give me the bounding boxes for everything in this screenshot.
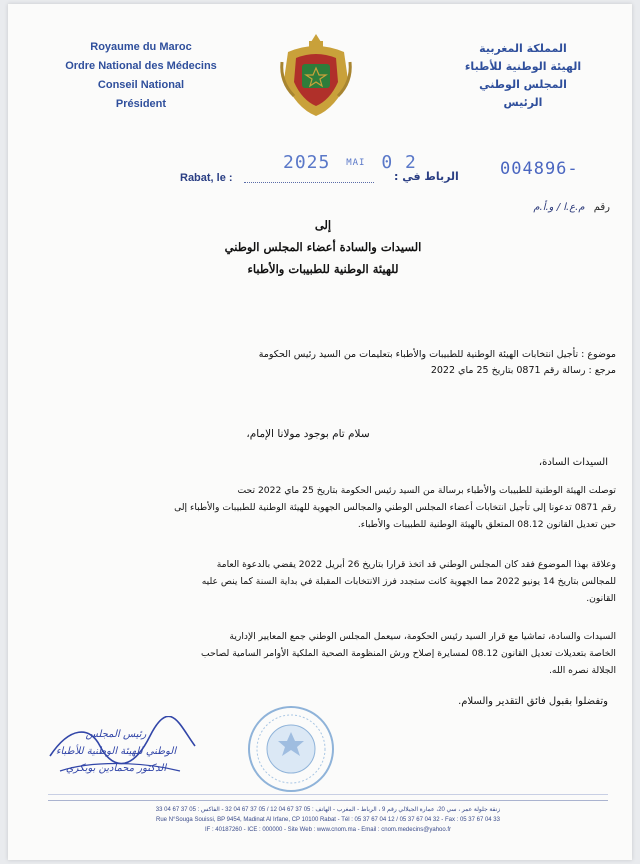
- reference-line: [460, 202, 610, 213]
- letter-page: [8, 4, 632, 860]
- recipient-line1: إلى: [314, 218, 332, 232]
- subject-block: [48, 347, 616, 379]
- header-left-line1: Royaume du Maroc: [90, 41, 192, 53]
- header-left-line2: Ordre National des Médecins: [65, 60, 217, 72]
- reference-label: رقم: [593, 202, 610, 213]
- header-right-line2: الهيئة الوطنية للأطباء: [464, 60, 582, 73]
- greeting: سلام تام بوجود مولانا الإمام،: [246, 428, 370, 440]
- date-stamp-year: 2025: [283, 152, 331, 173]
- header-right-line4: الرئيس: [503, 96, 543, 109]
- paragraph-line: القانون.: [586, 593, 616, 604]
- date-label-fr: Rabat, le :: [180, 172, 233, 184]
- date-label-ar: الرباط في :: [394, 170, 459, 183]
- coat-of-arms-logo: [278, 32, 354, 118]
- footer-line2: Rue N°Souga Souissi, BP 9454, Madinat Al Irfane, CP 10100 Rabat - Tél : 05 37 67 04 12 / 05 37 67 04 32 - Fax : 05 37 67 04 33: [156, 817, 500, 823]
- paragraph-line: الخاصة بتعديلات تعديل القانون 08.12 لمسايرة إصلاح ورش المنظومة الصحية الملكية الأوامر السامية لصاحب: [201, 648, 616, 659]
- paragraph-2: [48, 556, 616, 607]
- paragraph-line: الجلالة نصره الله.: [549, 665, 616, 676]
- footer-divider: [48, 794, 608, 795]
- signature-line3: الدكتور محمادين بوبكري: [65, 763, 167, 774]
- official-seal-stamp: [246, 704, 336, 794]
- header-left-line3: Conseil National: [97, 79, 185, 91]
- recipient-line2: السيدات والسادة أعضاء المجلس الوطني: [224, 240, 422, 254]
- paragraph-line: رقم 0871 تدعونا إلى تأجيل انتخابات أعضاء المجلس الوطني والمجالس الجهوية للهيئة الوطنية للطبيبات والأطباء إلى: [174, 502, 616, 513]
- footer-line1: زنقة جلولة عمر ، سي 20، عمارة الجيلالي رقم 9 ، الرباط - المغرب - الهاتف : 05 37 67 04 12 / 05 37 67 04 32 - الفاكس : 05 37 67 04 33: [155, 807, 501, 813]
- paragraph-1: [48, 482, 616, 533]
- recipient-block: [188, 214, 458, 280]
- paragraph-line: للمجالس بتاريخ 14 يونيو 2022 مما الجهوية كانت ستجدد فرز الانتخابات المقبلة في بداية السنة كما ينص عليه: [201, 576, 616, 587]
- date-stamp-month: MAI: [346, 158, 366, 168]
- header-right-arabic: [438, 40, 608, 112]
- header-left-french: [36, 38, 246, 114]
- recipient-line3: للهيئة الوطنية للطبيبات والأطباء: [247, 262, 399, 276]
- reference-handwritten: م.ع.ا / و.أ.م: [533, 202, 585, 213]
- closing-formula: وتفضلوا بقبول فائق التقدير والسلام.: [458, 696, 608, 707]
- date-stamp-day: 0 2: [381, 152, 417, 173]
- footer-contact: [48, 800, 608, 835]
- paragraph-line: السيدات والسادة، تماشيا مع قرار السيد رئيس الحكومة، سيعمل المجلس الوطني جمع المعايير الإدارية: [229, 631, 616, 642]
- footer-line3: IF : 40187260 - ICE : 000000 - Site Web : www.cnom.ma - Email : cnom.medecins@yahoo.fr: [204, 827, 452, 833]
- paragraph-3: [48, 628, 616, 679]
- paragraph-line: توصلت الهيئة الوطنية للطبيبات والأطباء برسالة من السيد رئيس الحكومة بتاريخ 25 ماي 2022 تحت: [237, 485, 616, 496]
- reference-number-stamp: 004896-: [500, 159, 579, 179]
- signature-block: [36, 726, 196, 777]
- header-left-line4: Président: [115, 98, 167, 110]
- salutation: السيدات السادة،: [538, 457, 608, 468]
- signature-line2: الوطني للهيئة الوطنية للأطباء: [55, 746, 177, 757]
- paragraph-line: حين تعديل القانون 08.12 المتعلق بالهيئة الوطنية للطبيبات والأطباء.: [357, 519, 616, 530]
- date-stamp: [283, 152, 417, 173]
- header-right-line3: المجلس الوطني: [479, 78, 567, 91]
- subject-line2: مرجع : رسالة رقم 0871 بتاريخ 25 ماي 2022: [430, 365, 616, 376]
- header-right-line1: المملكة المغربية: [479, 42, 567, 55]
- paragraph-line: وعلاقة بهذا الموضوع فقد كان المجلس الوطني قد اتخذ قرارا بتاريخ 26 أبريل 2022 يقضي بالدعوة العامة: [216, 559, 616, 570]
- subject-line1: موضوع : تأجيل انتخابات الهيئة الوطنية للطبيبات والأطباء بتعليمات من السيد رئيس الحكومة: [258, 349, 616, 360]
- signature-line1: رئيس المجلس: [85, 729, 147, 740]
